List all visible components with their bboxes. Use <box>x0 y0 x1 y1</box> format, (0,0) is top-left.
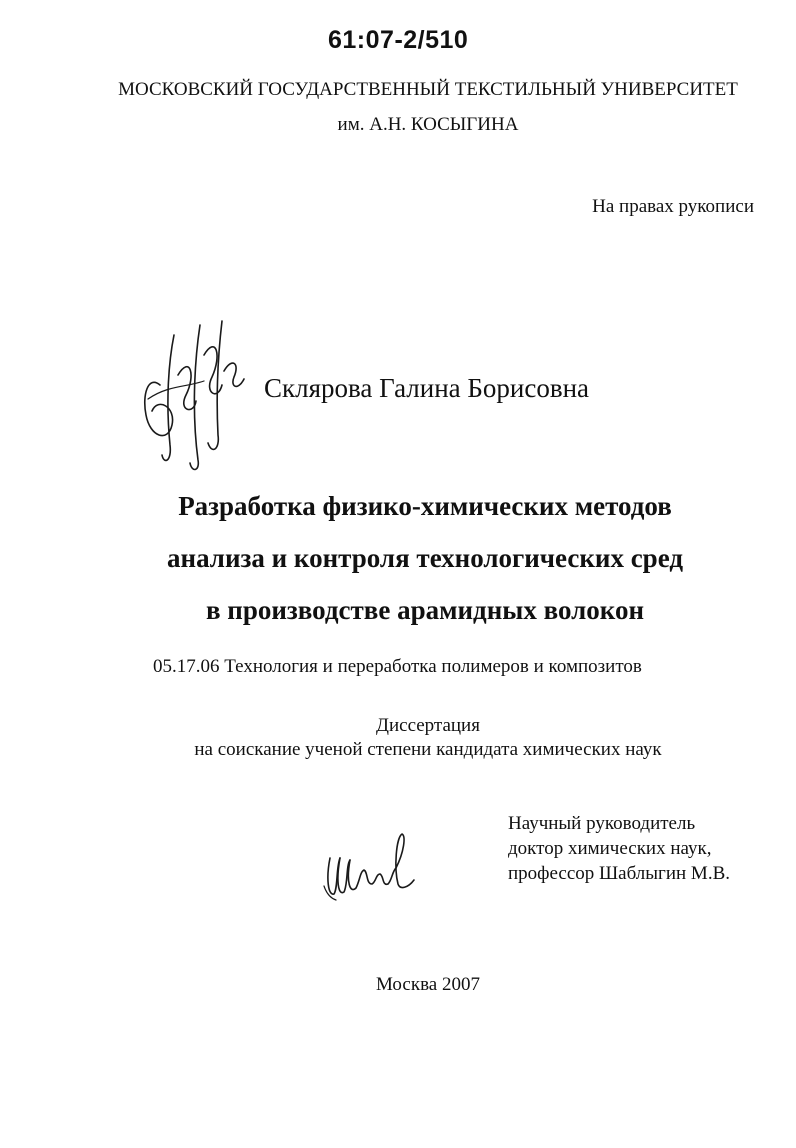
dissertation-title <box>0 480 796 636</box>
title-line: Разработка физико-химических методов <box>178 491 672 521</box>
title-line: анализа и контроля технологических сред <box>167 543 683 573</box>
manuscript-note: На правах рукописи <box>592 196 754 217</box>
author-signature <box>138 315 248 475</box>
author-name: Склярова Галина Борисовна <box>264 373 590 403</box>
title-line: в производстве арамидных волокон <box>205 595 645 625</box>
supervisor-signature <box>320 828 420 908</box>
document-type: Диссертация <box>376 715 480 736</box>
specialty-code: 05.17.06 Технология и переработка полимеров и композитов <box>153 656 642 677</box>
degree-sought: на соискание ученой степени кандидата химических наук <box>194 739 662 760</box>
catalog-number: 61:07-2/510 <box>328 26 469 54</box>
university-named-after: им. А.Н. КОСЫГИНА <box>337 114 519 135</box>
supervisor-name: профессор Шаблыгин М.В. <box>508 863 730 884</box>
supervisor-role: Научный руководитель <box>508 813 696 834</box>
supervisor-rank: доктор химических наук, <box>508 838 712 859</box>
supervisor-block <box>508 811 730 886</box>
city-year: Москва 2007 <box>376 974 480 995</box>
university-name: МОСКОВСКИЙ ГОСУДАРСТВЕННЫЙ ТЕКСТИЛЬНЫЙ УНИВЕРСИТЕТ <box>118 79 738 100</box>
